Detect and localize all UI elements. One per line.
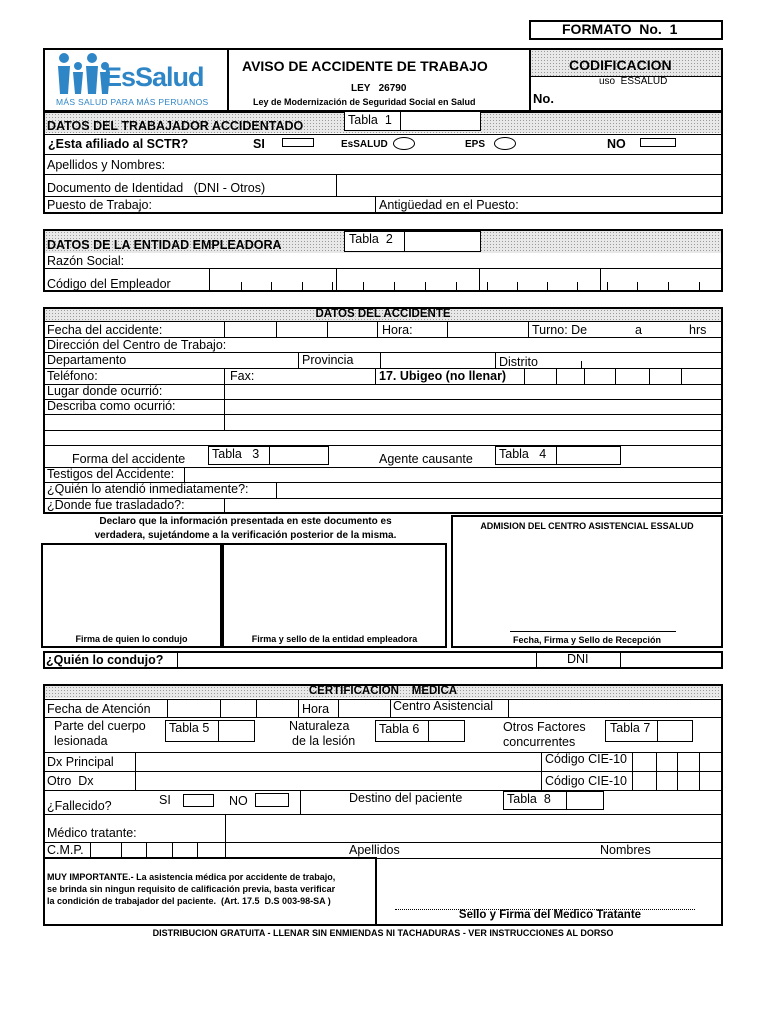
fax-label: Fax:	[230, 369, 255, 383]
empleadora-title: DATOS DE LA ENTIDAD EMPLEADORA	[47, 238, 282, 252]
essalud-option-label: EsSALUD	[341, 139, 388, 150]
quien-atendio-label: ¿Quién lo atendió inmediatamente?:	[47, 482, 249, 496]
fallecido-no-label: NO	[229, 794, 248, 808]
direccion-label: Dirección del Centro de Trabajo:	[47, 338, 227, 352]
describa-label: Describa como ocurrió:	[47, 399, 176, 413]
cmp-label: C.M.P.	[47, 843, 84, 857]
naturaleza-label-1: Naturaleza	[289, 719, 350, 733]
forma-accidente-label: Forma del accidente	[72, 452, 186, 466]
medico-tratante-label: Médico tratante:	[47, 826, 137, 840]
codigo-digit-separator	[209, 268, 210, 292]
destino-label: Destino del paciente	[349, 791, 463, 805]
fecha-accidente-label: Fecha del accidente:	[47, 323, 163, 337]
quien-condujo-label: ¿Quién lo condujo?	[46, 653, 164, 667]
no-label: No.	[533, 91, 554, 106]
codigo-cie-2-label: Código CIE-10	[545, 774, 627, 788]
recepcion-signature-line	[510, 631, 676, 632]
hora-label: Hora:	[382, 323, 413, 337]
eps-option-label: EPS	[465, 139, 486, 150]
razon-social-label: Razón Social:	[47, 254, 125, 268]
naturaleza-label-2: de la lesión	[292, 734, 356, 748]
lugar-label: Lugar donde ocurrió:	[47, 384, 163, 398]
fallecido-si-label: SI	[159, 793, 171, 807]
antiguedad-label: Antigüedad en el Puesto:	[379, 198, 519, 212]
turno-a-label: a	[635, 323, 642, 337]
recepcion-label: Fecha, Firma y Sello de Recepción	[512, 635, 662, 645]
firma-condujo-label: Firma de quien lo condujo	[75, 634, 188, 644]
importante-line-3: la condición de trabajador del paciente. (Art. 17.5 D.S 003-98-SA )	[47, 896, 331, 906]
dx-principal-label: Dx Principal	[47, 755, 114, 769]
centro-asistencial-label: Centro Asistencial	[393, 699, 494, 713]
codigo-digit-tick	[517, 282, 518, 292]
apellidos-nombres-label: Apellidos y Nombres:	[47, 158, 166, 172]
codigo-digit-tick	[241, 282, 242, 292]
codigo-digit-separator	[336, 268, 337, 292]
codigo-digit-tick	[271, 282, 272, 292]
codigo-digit-tick	[699, 282, 700, 292]
admision-box[interactable]	[451, 515, 723, 648]
codigo-digit-tick	[487, 282, 488, 292]
tabla-2-label: Tabla 2	[349, 232, 393, 246]
fallecido-si-checkbox[interactable]	[183, 794, 214, 807]
otros-factores-label-2: concurrentes	[503, 735, 576, 749]
otro-dx-label: Otro Dx	[47, 774, 94, 788]
puesto-label: Puesto de Trabajo:	[47, 198, 152, 212]
parte-cuerpo-label-2: lesionada	[54, 734, 108, 748]
ley-description: Ley de Modernización de Seguridad Social en Salud	[253, 97, 476, 107]
importante-line-1: MUY IMPORTANTE.- La asistencia médica por accidente de trabajo,	[47, 872, 336, 882]
firma-entidad-label: Firma y sello de la entidad empleadora	[251, 634, 418, 644]
essalud-radio[interactable]	[393, 137, 415, 150]
declaracion-line-2: verdadera, sujetándome a la verificación posterior de la misma.	[94, 530, 397, 541]
telefono-label: Teléfono:	[47, 369, 98, 383]
codigo-digit-tick	[547, 282, 548, 292]
codificacion-title: CODIFICACION	[569, 57, 672, 73]
sctr-no-checkbox[interactable]	[640, 138, 676, 147]
form-title: AVISO DE ACCIDENTE DE TRABAJO	[242, 58, 488, 74]
departamento-label: Departamento	[47, 353, 127, 367]
tabla-5-label: Tabla 5	[169, 721, 210, 735]
turno-hrs-label: hrs	[689, 323, 707, 337]
tabla-3-label: Tabla 3	[212, 447, 260, 461]
codigo-digit-tick	[425, 282, 426, 292]
apellidos-medico-label: Apellidos	[349, 843, 400, 857]
logo-name: EsSalud	[104, 62, 204, 92]
codigo-digit-tick	[394, 282, 395, 292]
codigo-empleador-label: Código del Empleador	[47, 277, 171, 291]
sello-firma-medico-label[interactable]: Sello y Firma del Medico Tratante	[458, 909, 642, 921]
codigo-digit-tick	[302, 282, 303, 292]
ley-number: LEY 26790	[351, 83, 407, 94]
tabla-1-label: Tabla 1	[348, 113, 392, 127]
sctr-si-label: SI	[253, 137, 265, 151]
distrito-label: Distrito	[499, 355, 538, 369]
tabla-8-label: Tabla 8	[507, 792, 551, 806]
sctr-question: ¿Esta afiliado al SCTR?	[48, 137, 189, 151]
otros-factores-label-1: Otros Factores	[503, 720, 586, 734]
ubigeo-label: 17. Ubigeo (no llenar)	[379, 369, 507, 383]
hora-atencion-label: Hora	[302, 702, 330, 716]
eps-radio[interactable]	[494, 137, 516, 150]
sctr-si-checkbox[interactable]	[282, 138, 314, 147]
provincia-label: Provincia	[302, 353, 354, 367]
footer-note: DISTRIBUCION GRATUITA - LLENAR SIN ENMIENDAS NI TACHADURAS - VER INSTRUCCIONES AL DORSO	[152, 928, 614, 938]
sctr-no-label: NO	[607, 137, 626, 151]
nombres-medico-label: Nombres	[600, 843, 651, 857]
trabajador-title: DATOS DEL TRABAJADOR ACCIDENTADO	[47, 119, 304, 133]
importante-line-2: se brinda sin ningun requisito de calificación previa, basta verificar	[47, 884, 336, 894]
tabla-6-label: Tabla 6	[379, 722, 420, 736]
codigo-digit-tick	[607, 282, 608, 292]
codigo-digit-separator	[600, 268, 601, 292]
accidente-title: DATOS DEL ACCIDENTE	[315, 308, 451, 320]
parte-cuerpo-label-1: Parte del cuerpo	[54, 719, 146, 733]
declaracion-line-1: Declaro que la información presentada en este documento es	[99, 516, 392, 527]
essalud-logo	[52, 52, 220, 108]
tabla-7-label: Tabla 7	[610, 721, 651, 735]
fallecido-label: ¿Fallecido?	[47, 799, 112, 813]
dni-label: DNI	[567, 652, 589, 666]
donde-trasladado-label: ¿Donde fue trasladado?:	[47, 498, 185, 512]
documento-label: Documento de Identidad (DNI - Otros)	[47, 181, 266, 195]
codigo-digit-tick	[577, 282, 578, 292]
codigo-digit-tick	[668, 282, 669, 292]
fecha-atencion-label: Fecha de Atención	[47, 702, 151, 716]
tabla-4-label: Tabla 4	[499, 447, 547, 461]
fallecido-no-checkbox[interactable]	[255, 793, 289, 807]
codigo-digit-tick	[637, 282, 638, 292]
admision-title: ADMISION DEL CENTRO ASISTENCIAL ESSALUD	[480, 521, 694, 531]
turno-label: Turno: De	[532, 323, 588, 337]
codigo-cie-1-label: Código CIE-10	[545, 752, 627, 766]
codigo-digit-tick	[456, 282, 457, 292]
certificacion-title: CERTIFICACION MEDICA	[308, 685, 458, 697]
codigo-digit-separator	[479, 268, 480, 292]
uso-essalud: uso ESSALUD	[599, 76, 668, 87]
formato-label: FORMATO No. 1	[562, 21, 678, 37]
testigos-label: Testigos del Accidente:	[47, 467, 175, 481]
agente-causante-label: Agente causante	[379, 452, 473, 466]
codigo-digit-tick	[332, 282, 333, 292]
codigo-digit-tick	[363, 282, 364, 292]
logo-tagline: MÁS SALUD PARA MÁS PERUANOS	[56, 97, 209, 107]
